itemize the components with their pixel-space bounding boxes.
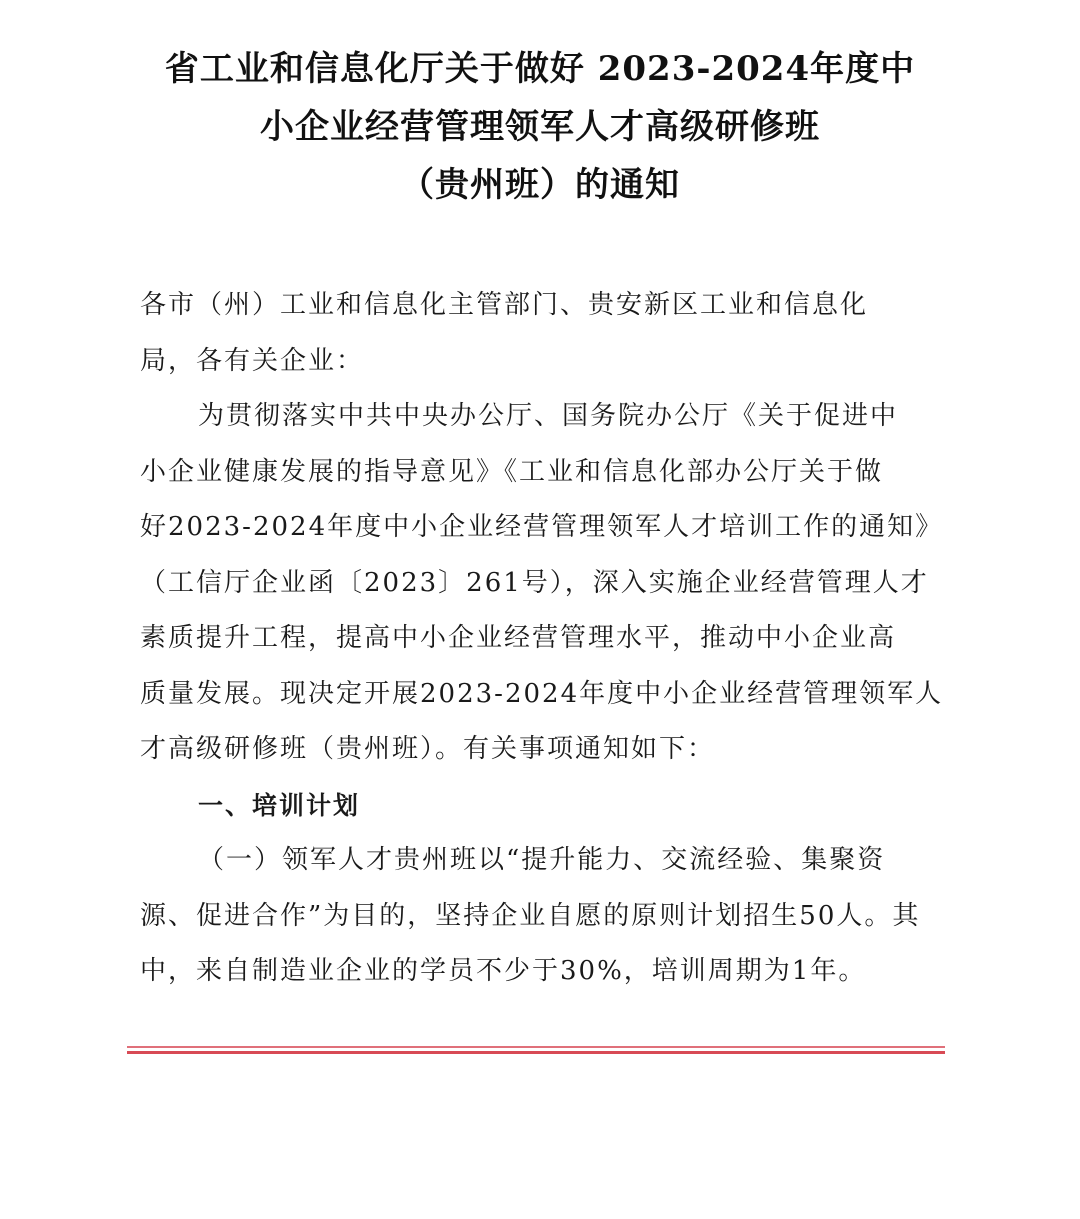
salutation-line-1: 各市（州）工业和信息化主管部门、贵安新区工业和信息化 <box>140 290 869 320</box>
title-line-3: （贵州班）的通知 <box>400 165 680 205</box>
red-divider-thick-line <box>127 1051 945 1054</box>
red-divider-rule <box>127 1046 945 1054</box>
paragraph1-line-2: 小企业健康发展的指导意见》《工业和信息化部办公厅关于做 <box>140 456 884 487</box>
paragraph1-line-6: 质量发展。现决定开展2023-2024年度中小企业经营管理领军人 <box>140 678 944 709</box>
paragraph1-line-3: 好2023-2024年度中小企业经营管理领军人才培训工作的通知》 <box>140 512 944 542</box>
title-line-2: 小企业经营管理领军人才高级研修班 <box>260 107 820 147</box>
paragraph2-line-3: 中，来自制造业企业的学员不少于30%，培训周期为1年。 <box>140 956 867 986</box>
red-divider-thin-line <box>127 1046 945 1048</box>
document-body <box>140 278 944 1000</box>
paragraph1-line-4: （工信厅企业函〔2023〕261号），深入实施企业经营管理人才 <box>140 567 929 598</box>
paragraph1-line-7: 才高级研修班（贵州班）。有关事项通知如下： <box>140 734 716 764</box>
paragraph2-line-2: 源、促进合作”为目的，坚持企业自愿的原则计划招生50人。其 <box>140 900 921 931</box>
document-title <box>90 40 990 214</box>
section-heading-training-plan: 一、培训计划 <box>198 790 361 820</box>
paragraph1-line-1: 为贯彻落实中共中央办公厅、国务院办公厅《关于促进中 <box>198 401 899 431</box>
title-line-1: 省工业和信息化厅关于做好 2023-2024年度中 <box>164 49 916 89</box>
paragraph1-line-5: 素质提升工程，提高中小企业经营管理水平，推动中小企业高 <box>140 623 897 653</box>
paragraph2-line-1: （一）领军人才贵州班以“提升能力、交流经验、集聚资 <box>198 845 886 875</box>
salutation-line-2: 局，各有关企业： <box>140 345 365 376</box>
